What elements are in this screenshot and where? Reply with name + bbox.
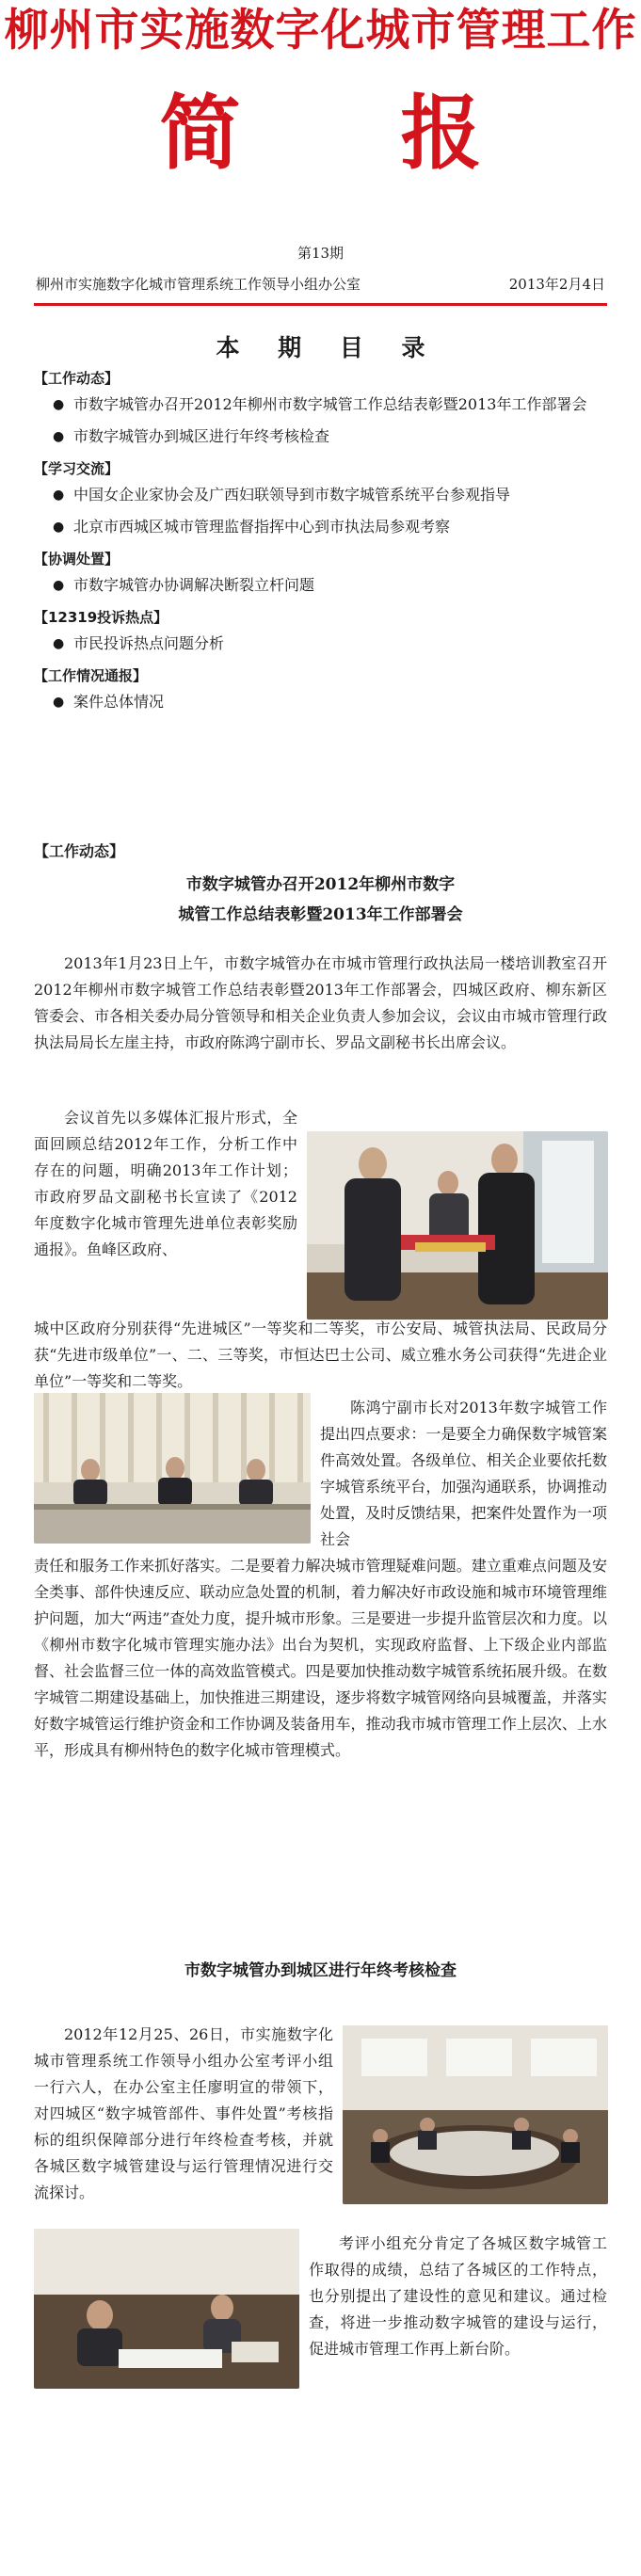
article-paragraph: 考评小组充分肯定了各城区数字城管工作取得的成绩，总结了各城区的工作特点，也分别提出了建设性的意见和建议。通过检查，将进一步推动数字城管的建设与运行，促进城市管理工作再上新台阶。 [309, 2234, 607, 2358]
article-title: 市数字城管办到城区进行年终考核检查 [184, 1961, 457, 1980]
article-paragraph: 2012年12月25、26日，市实施数字化城市管理系统工作领导小组办公室考评小组一行六人，在办公室主任廖明宣的带领下，对四城区“数字城管部件、事件处置”考核指标的组织保障部分进行年终检查考核，并就各城区数字城管建设与运行管理情况进行交流探讨。 [34, 2025, 333, 2201]
toc-section-label: 【协调处置】 [34, 551, 120, 568]
article-paragraph: 2013年1月23日上午，市数字城管办在市城市管理行政执法局一楼培训教室召开2012年柳州市数字城管工作总结表彰暨2013年工作部署会，四城区政府、柳东新区管委会、市各相关委办局分管领导和相关企业负责人参加会议，会议由市城市管理行政执法局局长左崖主持，市政府陈鸿宁副市长、罗品文副秘书长出席会议。 [34, 954, 607, 1051]
toc-item[interactable]: ● 市民投诉热点问题分析 [34, 631, 603, 657]
article-paragraph: 责任和服务工作来抓好落实。二是要着力解决城市管理疑难问题。建立重难点问题及安全类事、部件快速反应、联动应急处置的机制，着力解决好市政设施和城市环境管理维护问题，加大“两违”查处力度，提升城市形象。三是要进一步提升监管层次和力度。以《柳州市数字化城市管理实施办法》出台为契机，实现政府监督、上下级企业内部监督、社会监督三位一体的高效监管模式。四是要加快推动数字城管系统拓展升级。在数字城管二期建设基础上，加快推进三期建设，逐步将数字城管网络向县城覆盖，并落实好数字城管运行维护资金和工作协调及装备用车，推动我市城市管理工作上层次、上水平，形成具有柳州特色的数字化城市管理模式。 [34, 1557, 607, 1759]
toc-item[interactable]: ● 市数字城管办召开2012年柳州市数字城管工作总结表彰暨2013年工作部署会 [34, 392, 603, 418]
toc-section-label: 【工作动态】 [34, 370, 120, 387]
bullet-icon: ● [53, 488, 65, 503]
toc-item[interactable]: ● 市数字城管办到城区进行年终考核检查 [34, 424, 603, 450]
publish-date: 2013年2月4日 [508, 276, 605, 293]
bullet-icon: ● [53, 695, 65, 710]
masthead-title: 柳州市实施数字化城市管理工作 [4, 5, 637, 56]
bullet-icon: ● [53, 636, 65, 651]
bullet-icon: ● [53, 578, 65, 593]
toc-item[interactable]: ● 北京市西城区城市管理监督指挥中心到市执法局参观考察 [34, 514, 603, 540]
article-title: 市数字城管办召开2012年柳州市数字 城管工作总结表彰暨2013年工作部署会 [178, 875, 463, 924]
toc-title: 本 期 目 录 [216, 334, 441, 361]
document-review-photo [34, 2229, 299, 2389]
issue-number: 第13期 [296, 245, 345, 262]
body-section-label: 【工作动态】 [34, 842, 125, 860]
toc-item[interactable]: ● 案件总体情况 [34, 689, 603, 715]
inspection-meeting-photo [343, 2025, 608, 2204]
meeting-dais-photo [34, 1393, 311, 1544]
award-ceremony-photo [307, 1131, 608, 1320]
toc-section-label: 【学习交流】 [34, 460, 120, 477]
toc-item[interactable]: ● 市数字城管办协调解决断裂立杆问题 [34, 572, 603, 599]
toc-section-label: 【工作情况通报】 [34, 667, 148, 684]
toc-item[interactable]: ● 中国女企业家协会及广西妇联领导到市数字城管系统平台参观指导 [34, 482, 603, 508]
bullet-icon: ● [53, 397, 65, 412]
publisher: 柳州市实施数字化城市管理系统工作领导小组办公室 [36, 276, 361, 293]
masthead-subtitle: 简 报 [159, 87, 548, 181]
article-paragraph: 会议首先以多媒体汇报片形式，全面回顾总结2012年工作，分析工作中存在的问题，明确2013年工作计划；市政府罗品文副秘书长宣读了《2012年度数字化城市管理先进单位表彰奖励通报》。鱼峰区政府、 [34, 1109, 297, 1258]
toc-section-label: 【12319投诉热点】 [34, 609, 168, 626]
article-paragraph: 陈鸿宁副市长对2013年数字城管工作提出四点要求：一是要全力确保数字城管案件高效处置。各级单位、相关企业要依托数字城管系统平台，加强沟通联系，协调推动处置，及时反馈结果，把案件处置作为一项社会 [320, 1399, 607, 1548]
bullet-icon: ● [53, 429, 65, 444]
bullet-icon: ● [53, 520, 65, 535]
red-divider [34, 303, 607, 306]
table-of-contents [34, 365, 603, 721]
article-paragraph: 城中区政府分别获得“先进城区”一等奖和二等奖，市公安局、城管执法局、民政局分获“先进市级单位”一、二、三等奖，市恒达巴士公司、威立雅水务公司获得“先进企业单位”一等奖和二等奖。 [34, 1320, 607, 1390]
